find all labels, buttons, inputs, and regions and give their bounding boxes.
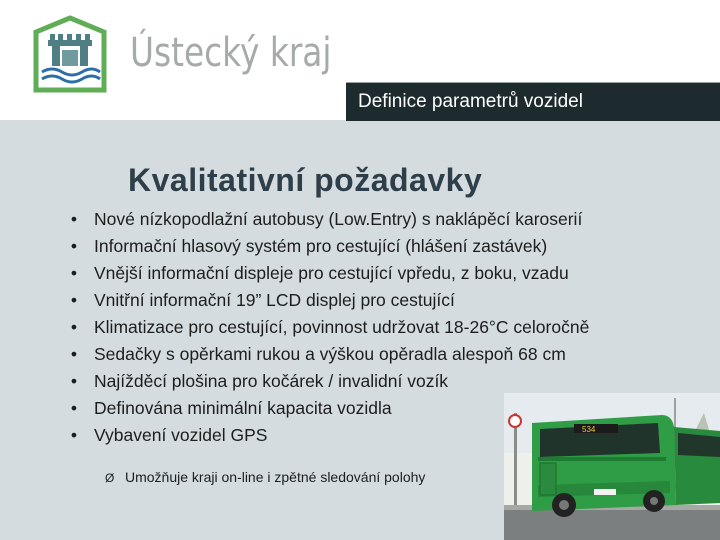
bullet-text: Definována minimální kapacita vozidla [94, 398, 392, 418]
coat-of-arms-logo [30, 14, 110, 94]
bullet-marker: • [70, 344, 78, 364]
bullet-marker: • [70, 209, 78, 229]
bullet-marker: • [70, 317, 78, 337]
arrow-bullet-icon: Ø [105, 471, 115, 485]
bullet-text: Sedačky s opěrkami rukou a výškou opěradla alespoň 68 cm [94, 344, 566, 364]
bullet-text: Klimatizace pro cestující, povinnost udržovat 18-26°C celoročně [94, 317, 590, 337]
bullet-marker: • [70, 425, 78, 445]
bullet-text: Vnitřní informační 19” LCD displej pro cestující [94, 290, 455, 310]
sub-bullet-text: Umožňuje kraji on-line i zpětné sledování polohy [125, 469, 426, 485]
slide-title-band [346, 82, 720, 121]
bullet-text: Najížděcí plošina pro kočárek / invalidní vozík [94, 371, 449, 391]
bus-photo-image [504, 393, 720, 540]
bullet-marker: • [70, 371, 78, 391]
bullet-text: Nové nízkopodlažní autobusy (Low.Entry) s naklápěcí karoserií [94, 209, 583, 229]
bullet-marker: • [70, 236, 78, 256]
bus-photo [504, 393, 720, 540]
sub-bullet [105, 469, 425, 485]
section-heading: Kvalitativní požadavky [128, 162, 483, 198]
bullet-text: Vybavení vozidel GPS [94, 425, 268, 445]
slide-title: Definice parametrů vozidel [358, 91, 583, 112]
bullet-text: Vnější informační displeje pro cestující vpředu, z boku, vzadu [94, 263, 569, 283]
bus-destination-sign: 534 [582, 425, 596, 434]
bullet-marker: • [70, 290, 78, 310]
bullet-marker: • [70, 398, 78, 418]
bullet-marker: • [70, 263, 78, 283]
brand-wordmark: Ústecký kraj [130, 30, 332, 76]
bullet-text: Informační hlasový systém pro cestující (hlášení zastávek) [94, 236, 548, 256]
header [0, 0, 720, 120]
